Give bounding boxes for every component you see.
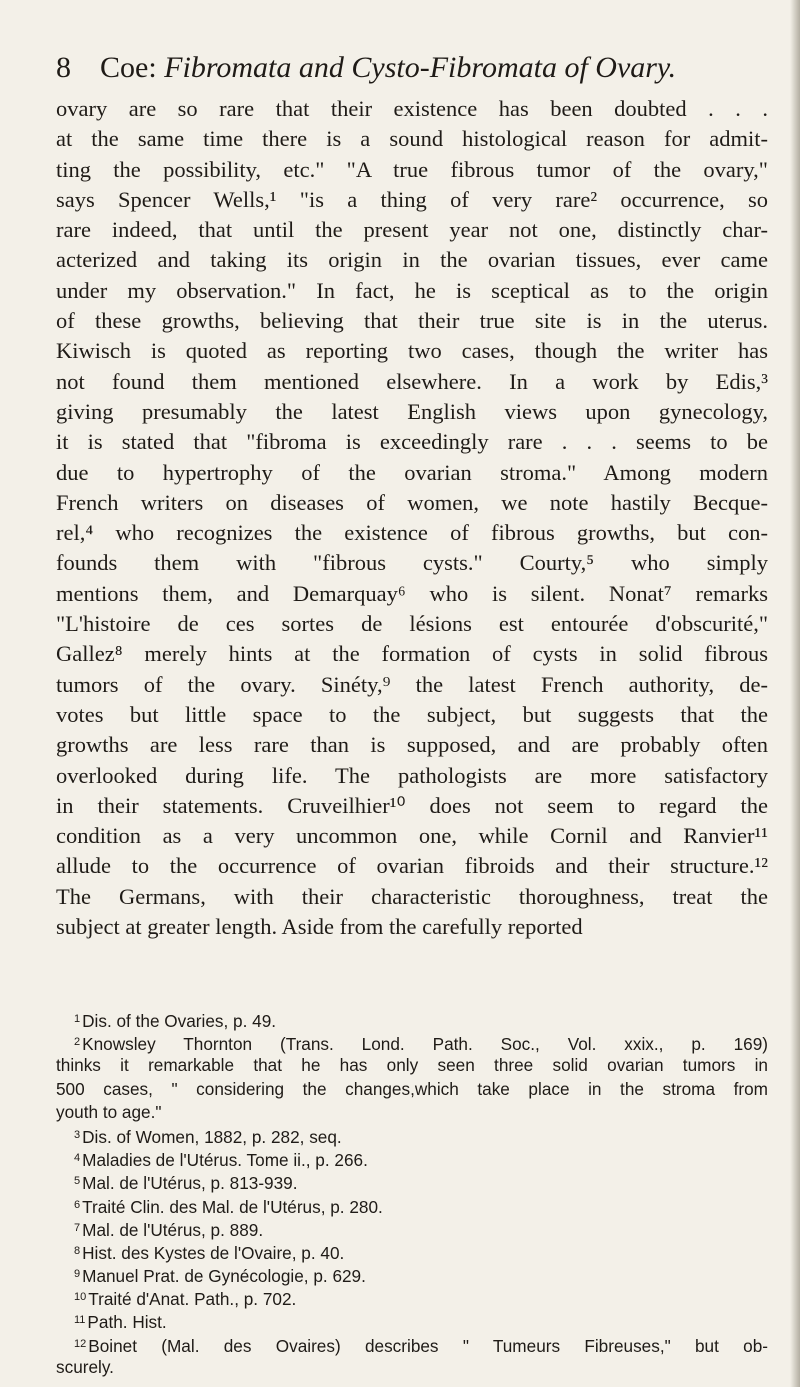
body-line: tumors of the ovary. Sinéty,⁹ the latest French authority, de- [56,671,768,697]
footnote [56,1101,768,1124]
footnote-marker: 2 [74,1036,81,1049]
footnote-text: scurely. [56,1356,114,1377]
page-edge-shadow [790,0,800,1387]
footnote-text: Manuel Prat. de Gynécologie, p. 629. [82,1266,366,1287]
footnote [56,1286,768,1309]
body-line: Gallez⁸ merely hints at the formation of cysts in solid fibrous [56,641,768,667]
footnote [56,1194,768,1217]
footnote [56,1054,768,1077]
footnote-text: Traité d'Anat. Path., p. 702. [88,1289,297,1310]
body-line: condition as a very uncommon one, while Cornil and Ranvier¹¹ [56,823,768,849]
body-line: mentions them, and Demarquay⁶ who is silent. Nonat⁷ remarks [56,580,768,606]
footnote [56,1124,768,1147]
footnote [56,1309,768,1332]
header-title-italic: Fibromata and Cysto-Fibromata of Ovary. [164,51,677,84]
body-line: acterized and taking its origin in the ovarian tissues, ever came [56,247,768,273]
body-line: Kiwisch is quoted as reporting two cases, though the writer has [56,338,768,364]
body-line: founds them with "fibrous cysts." Courty,⁵ who simply [56,550,768,576]
body-line: rare indeed, that until the present year not one, distinctly char- [56,217,768,243]
footnote-text: Boinet (Mal. des Ovaires) describes " Tumeurs Fibreuses," but ob- [88,1335,768,1356]
body-line: not found them mentioned elsewhere. In a work by Edis,³ [56,368,768,394]
footnote-text: Mal. de l'Utérus, p. 889. [82,1219,264,1240]
footnote-text: Traité Clin. des Mal. de l'Utérus, p. 280. [82,1196,383,1217]
footnote-text: youth to age." [56,1101,162,1122]
body-line: ting the possibility, etc." "A true fibrous tumor of the ovary," [56,156,768,182]
footnote-text: Hist. des Kystes de l'Ovaire, p. 40. [82,1242,345,1263]
body-line: "L'histoire de ces sortes de lésions est entourée d'obscurité," [56,611,768,637]
body-line: of these growths, believing that their true site is in the uterus. [56,308,768,334]
body-line: under my observation." In fact, he is sceptical as to the origin [56,277,768,303]
body-line: The Germans, with their characteristic thoroughness, treat the [56,883,768,909]
body-text [56,94,768,942]
footnote-marker: 7 [74,1221,81,1234]
footnote-marker: 3 [74,1128,81,1141]
header-author: Coe: [100,51,157,84]
footnotes [56,1008,768,1379]
body-line: in their statements. Cruveilhier¹⁰ does not seem to regard the [56,792,768,818]
footnote-text: Dis. of Women, 1882, p. 282, seq. [82,1126,342,1147]
body-line: ovary are so rare that their existence has been doubted . . . [56,96,768,121]
body-line: rel,⁴ who recognizes the existence of fibrous growths, but con- [56,520,768,546]
footnote-marker: 8 [74,1244,81,1257]
footnote [56,1147,768,1170]
footnote [56,1263,768,1286]
body-line: growths are less rare than is supposed, and are probably often [56,732,768,758]
footnote-text: Path. Hist. [87,1312,167,1333]
footnote-text: Maladies de l'Utérus. Tome ii., p. 266. [82,1150,368,1171]
running-header [56,46,766,90]
footnote [56,1031,768,1054]
footnote [56,1333,768,1356]
body-line: says Spencer Wells,¹ "is a thing of very rare² occurrence, so [56,186,768,212]
footnote-text: Dis. of the Ovaries, p. 49. [82,1011,277,1031]
footnote-text: 500 cases, " considering the changes,which take place in the stroma from [56,1078,768,1099]
footnote [56,1217,768,1240]
footnote [56,1240,768,1263]
footnote-marker: 1 [74,1013,81,1025]
page-number: 8 [56,51,71,84]
footnote [56,1170,768,1193]
body-line: votes but little space to the subject, but suggests that the [56,701,768,727]
body-line: at the same time there is a sound histological reason for admit- [56,126,768,152]
footnote-marker: 11 [74,1314,86,1327]
footnote-text: Mal. de l'Utérus, p. 813-939. [82,1173,298,1194]
body-line: overlooked during life. The pathologists are more satisfactory [56,762,768,788]
body-line: it is stated that "fibroma is exceedingly rare . . . seems to be [56,429,768,455]
footnote [56,1356,768,1379]
footnote-marker: 12 [74,1337,87,1350]
footnote-marker: 6 [74,1198,81,1211]
footnote-marker: 9 [74,1268,81,1281]
footnote [56,1008,768,1031]
footnote-marker: 10 [74,1291,87,1304]
footnote-text: thinks it remarkable that he has only seen three solid ovarian tumors in [56,1055,768,1076]
footnote-marker: 5 [74,1175,81,1188]
body-line: due to hypertrophy of the ovarian stroma." Among modern [56,459,768,485]
body-line: giving presumably the latest English views upon gynecology, [56,398,768,424]
footnote-text: Knowsley Thornton (Trans. Lond. Path. Soc., Vol. xxix., p. 169) [82,1034,768,1055]
body-line: French writers on diseases of women, we note hastily Becque- [56,489,768,515]
header-title [100,46,676,90]
body-line: allude to the occurrence of ovarian fibroids and their structure.¹² [56,853,768,879]
footnote-marker: 4 [74,1152,81,1165]
footnote [56,1078,768,1101]
body-line: subject at greater length. Aside from the carefully reported [56,914,583,940]
